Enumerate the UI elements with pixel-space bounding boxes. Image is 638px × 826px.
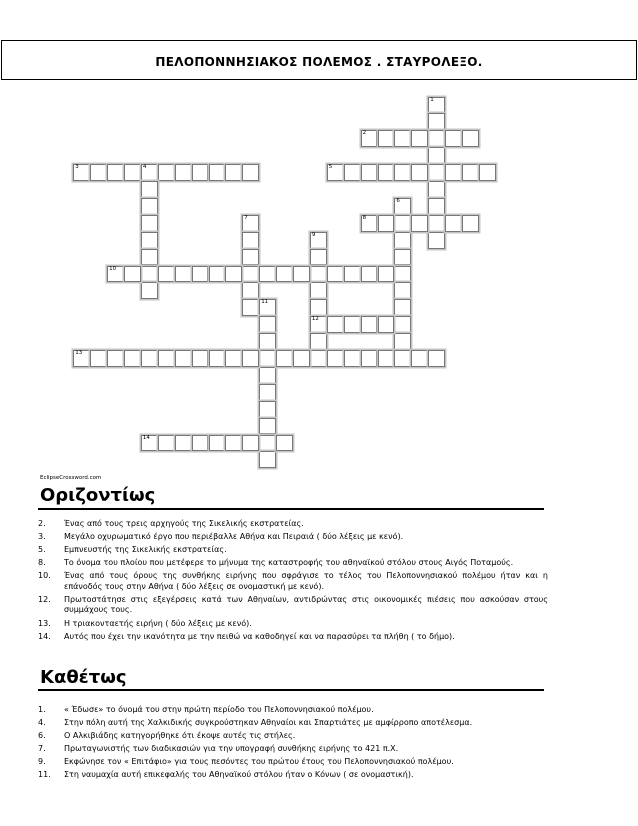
crossword-cell[interactable] <box>361 164 378 181</box>
crossword-cell[interactable] <box>242 350 259 367</box>
down-clue <box>38 718 548 729</box>
crossword-cell[interactable] <box>192 350 209 367</box>
clue-number: 13. <box>38 618 51 628</box>
crossword-cell[interactable] <box>327 350 344 367</box>
crossword-cell[interactable] <box>378 350 395 367</box>
crossword-cell[interactable] <box>310 249 327 266</box>
crossword-cell[interactable] <box>344 164 361 181</box>
crossword-cell[interactable] <box>225 164 242 181</box>
crossword-cell[interactable] <box>428 130 445 147</box>
crossword-cell[interactable] <box>73 350 90 367</box>
crossword-cell[interactable] <box>276 266 293 283</box>
crossword-cell[interactable] <box>124 164 141 181</box>
crossword-cell[interactable] <box>479 164 496 181</box>
crossword-cell[interactable] <box>428 147 445 164</box>
page-title: ΠΕΛΟΠΟΝΝΗΣΙΑΚΟΣ ΠΟΛΕΜΟΣ . ΣΤΑΥΡΟΛΕΞΟ. <box>155 55 483 69</box>
crossword-cell[interactable] <box>259 418 276 435</box>
crossword-cell[interactable] <box>428 164 445 181</box>
clue-number: 10. <box>38 571 51 581</box>
cell-number: 9 <box>311 231 316 238</box>
crossword-cell[interactable] <box>310 316 327 333</box>
crossword-cell[interactable] <box>242 299 259 316</box>
crossword-cell[interactable] <box>175 350 192 367</box>
down-clue <box>38 757 548 768</box>
crossword-cell[interactable] <box>259 299 276 316</box>
crossword-cell[interactable] <box>394 232 411 249</box>
crossword-cell[interactable] <box>242 249 259 266</box>
crossword-cell[interactable] <box>361 266 378 283</box>
clue-number: 8. <box>38 558 46 568</box>
crossword-cell[interactable] <box>141 181 158 198</box>
crossword-cell[interactable] <box>141 215 158 232</box>
across-clue <box>38 632 548 643</box>
crossword-cell[interactable] <box>378 266 395 283</box>
down-clue-list <box>38 705 548 784</box>
clue-number: 9. <box>38 757 46 767</box>
crossword-cell[interactable] <box>158 164 175 181</box>
crossword-cell[interactable] <box>158 435 175 452</box>
crossword-cell[interactable] <box>192 164 209 181</box>
crossword-cell[interactable] <box>293 350 310 367</box>
crossword-cell[interactable] <box>124 350 141 367</box>
cell-number: 3 <box>75 164 79 171</box>
crossword-cell[interactable] <box>242 435 259 452</box>
credit-text: EclipseCrossword.com <box>40 475 102 481</box>
crossword-cell[interactable] <box>445 215 462 232</box>
crossword-cell[interactable] <box>361 316 378 333</box>
crossword-cell[interactable] <box>310 299 327 316</box>
cell-number: 11 <box>261 299 269 306</box>
crossword-cell[interactable] <box>141 282 158 299</box>
across-clue <box>38 619 548 630</box>
crossword-cell[interactable] <box>242 232 259 249</box>
clue-text: Το όνομα του πλοίου που μετέφερε το μήνυμα της καταστροφής του αθηναϊκού στόλου στους Αιγός Ποταμούς. <box>64 558 514 568</box>
crossword-cell[interactable] <box>209 164 226 181</box>
clue-text: Εκφώνησε τον « Επιτάφιο» για τους πεσόντες του πρώτου έτους του Πελοποννησιακού πολέμου. <box>64 757 454 767</box>
crossword-cell[interactable] <box>378 316 395 333</box>
crossword-cell[interactable] <box>242 266 259 283</box>
crossword-cell[interactable] <box>428 97 445 114</box>
clue-text: Στη ναυμαχία αυτή επικεφαλής του Αθηναϊκού στόλου ήταν ο Κόνων ( σε ονομαστική). <box>64 770 414 780</box>
clue-text: Στην πόλη αυτή της Χαλκιδικής συγκρούστηκαν Αθηναίοι και Σπαρτιάτες με αμφίρροπο αποτέλεσμα. <box>64 718 473 728</box>
crossword-cell[interactable] <box>378 164 395 181</box>
cell-number: 6 <box>396 197 400 204</box>
crossword-cell[interactable] <box>141 164 158 181</box>
crossword-cell[interactable] <box>158 350 175 367</box>
crossword-cell[interactable] <box>428 113 445 130</box>
crossword-cell[interactable] <box>225 350 242 367</box>
clue-text: Ένας από τους όρους της συνθήκης ειρήνης που σφράγισε το τέλος του Πελοποννησιακού πολέμου ήταν και η επάνοδός τους στην Αθήνα ( δύο λέξεις σε ονομαστική με κενό). <box>64 571 548 591</box>
crossword-cell[interactable] <box>259 350 276 367</box>
crossword-cell[interactable] <box>428 215 445 232</box>
crossword-cell[interactable] <box>107 266 124 283</box>
down-clue <box>38 705 548 716</box>
crossword-cell[interactable] <box>175 435 192 452</box>
crossword-cell[interactable] <box>327 316 344 333</box>
cell-number: 14 <box>142 434 150 441</box>
crossword-cell[interactable] <box>378 215 395 232</box>
crossword-cell[interactable] <box>428 198 445 215</box>
crossword-cell[interactable] <box>411 164 428 181</box>
cell-number: 10 <box>109 265 117 272</box>
crossword-cell[interactable] <box>90 164 107 181</box>
across-divider <box>38 508 544 510</box>
clue-text: Ένας από τους τρεις αρχηγούς της Σικελικής εκστρατείας. <box>64 519 304 528</box>
crossword-cell[interactable] <box>158 266 175 283</box>
crossword-cell[interactable] <box>175 164 192 181</box>
crossword-cell[interactable] <box>73 164 90 181</box>
across-clue <box>38 595 548 616</box>
crossword-cell[interactable] <box>411 350 428 367</box>
crossword-cell[interactable] <box>259 333 276 350</box>
across-clue <box>38 532 548 543</box>
crossword-cell[interactable] <box>428 181 445 198</box>
crossword-cell[interactable] <box>428 350 445 367</box>
crossword-cell[interactable] <box>394 198 411 215</box>
crossword-cell[interactable] <box>141 350 158 367</box>
crossword-cell[interactable] <box>209 350 226 367</box>
cell-number: 4 <box>142 164 147 171</box>
clue-text: Εμπνευστής της Σικελικής εκστρατείας. <box>64 545 227 555</box>
clue-number: 14. <box>38 631 51 641</box>
crossword-cell[interactable] <box>141 266 158 283</box>
crossword-cell[interactable] <box>327 266 344 283</box>
clue-number: 1. <box>38 705 46 714</box>
cell-number: 13 <box>75 350 83 356</box>
across-clue <box>38 558 548 569</box>
cell-number: 5 <box>328 164 333 171</box>
down-clue <box>38 744 548 755</box>
crossword-cell[interactable] <box>225 435 242 452</box>
crossword-cell[interactable] <box>242 164 259 181</box>
crossword-cell[interactable] <box>259 384 276 401</box>
clue-text: Αυτός που έχει την ικανότητα με την πειθώ να καθοδηγεί και να παρασύρει τα πλήθη ( το δήμο). <box>64 631 455 641</box>
crossword-cell[interactable] <box>259 435 276 452</box>
down-divider <box>38 689 544 691</box>
crossword-cell[interactable] <box>394 316 411 333</box>
crossword-cell[interactable] <box>141 198 158 215</box>
crossword-cell[interactable] <box>445 130 462 147</box>
crossword-cell[interactable] <box>462 130 479 147</box>
crossword-cell[interactable] <box>276 435 293 452</box>
crossword-cell[interactable] <box>394 299 411 316</box>
clue-number: 5. <box>38 545 46 555</box>
cell-number: 2 <box>362 130 367 137</box>
crossword-cell[interactable] <box>259 401 276 418</box>
crossword-cell[interactable] <box>310 232 327 249</box>
crossword-cell[interactable] <box>175 266 192 283</box>
crossword-cell[interactable] <box>310 266 327 283</box>
cell-number: 7 <box>244 214 248 221</box>
crossword-cell[interactable] <box>411 215 428 232</box>
crossword-cell[interactable] <box>394 164 411 181</box>
crossword-cell[interactable] <box>276 350 293 367</box>
crossword-cell[interactable] <box>394 333 411 350</box>
clue-text: Πρωτοστάτησε στις εξεγέρσεις κατά των Αθηναίων, αντιδρώντας στις οικονομικές πιέσεις που ασκούσαν στους συμμάχους τους. <box>64 594 548 615</box>
crossword-cell[interactable] <box>141 249 158 266</box>
crossword-cell[interactable] <box>394 266 411 283</box>
crossword-cell[interactable] <box>310 350 327 367</box>
clue-text: Η τριακονταετής ειρήνη ( δύο λέξεις με κενό). <box>64 618 252 628</box>
crossword-cell[interactable] <box>310 282 327 299</box>
across-clue <box>38 571 548 592</box>
across-clue <box>38 545 548 556</box>
crossword-cell[interactable] <box>361 130 378 147</box>
crossword-cell[interactable] <box>259 451 276 468</box>
crossword-cell[interactable] <box>394 249 411 266</box>
down-heading: Καθέτως <box>40 667 127 688</box>
crossword-cell[interactable] <box>344 316 361 333</box>
down-clue <box>38 770 548 781</box>
across-clue-list <box>38 519 548 645</box>
crossword-cell[interactable] <box>394 130 411 147</box>
crossword-cell[interactable] <box>90 350 107 367</box>
crossword-cell[interactable] <box>344 350 361 367</box>
crossword-cell[interactable] <box>141 435 158 452</box>
clue-text: Πρωταγωνιστής των διαδικασιών για την υπογραφή συνθήκης ειρήνης το 421 π.Χ. <box>64 744 399 754</box>
cell-number: 8 <box>362 214 367 221</box>
crossword-cell[interactable] <box>259 316 276 333</box>
crossword-cell[interactable] <box>462 164 479 181</box>
across-clue <box>38 519 548 530</box>
down-clue <box>38 731 548 742</box>
crossword-cell[interactable] <box>209 435 226 452</box>
crossword-cell[interactable] <box>242 282 259 299</box>
crossword-cell[interactable] <box>394 215 411 232</box>
crossword-cell[interactable] <box>192 435 209 452</box>
clue-number: 2. <box>38 519 46 528</box>
clue-number: 12. <box>38 594 51 604</box>
crossword-cell[interactable] <box>394 350 411 367</box>
crossword-cell[interactable] <box>378 130 395 147</box>
cell-number: 1 <box>430 96 434 103</box>
clue-text: Ο Αλκιβιάδης κατηγορήθηκε ότι έκοψε αυτές τις στήλες. <box>64 731 296 741</box>
crossword-cell[interactable] <box>394 282 411 299</box>
cell-number: 12 <box>311 316 319 323</box>
crossword-cell[interactable] <box>141 232 158 249</box>
crossword-cell[interactable] <box>259 367 276 384</box>
clue-number: 11. <box>38 770 51 780</box>
crossword-cell[interactable] <box>107 164 124 181</box>
crossword-cell[interactable] <box>225 266 242 283</box>
crossword-cell[interactable] <box>209 266 226 283</box>
crossword-cell[interactable] <box>327 164 344 181</box>
crossword-cell[interactable] <box>411 130 428 147</box>
clue-number: 7. <box>38 744 46 754</box>
clue-number: 6. <box>38 731 46 741</box>
crossword-cell[interactable] <box>445 164 462 181</box>
crossword-cell[interactable] <box>462 215 479 232</box>
crossword-cell[interactable] <box>107 350 124 367</box>
crossword-cell[interactable] <box>124 266 141 283</box>
clue-text: « Έδωσε» το όνομά του στην πρώτη περίοδο του Πελοποννησιακού πολέμου. <box>64 705 374 714</box>
crossword-cell[interactable] <box>192 266 209 283</box>
clue-number: 3. <box>38 532 46 542</box>
crossword-cell[interactable] <box>361 215 378 232</box>
crossword-cell[interactable] <box>361 350 378 367</box>
crossword-cell[interactable] <box>310 333 327 350</box>
crossword-cell[interactable] <box>259 266 276 283</box>
crossword-cell[interactable] <box>344 266 361 283</box>
across-heading: Οριζοντίως <box>40 485 156 506</box>
clue-number: 4. <box>38 718 46 728</box>
clue-text: Μεγάλο οχυρωματικό έργο που περιέβαλλε Αθήνα και Πειραιά ( δύο λέξεις με κενό). <box>64 532 404 542</box>
crossword-cell[interactable] <box>428 232 445 249</box>
crossword-cell[interactable] <box>242 215 259 232</box>
crossword-cell[interactable] <box>293 266 310 283</box>
